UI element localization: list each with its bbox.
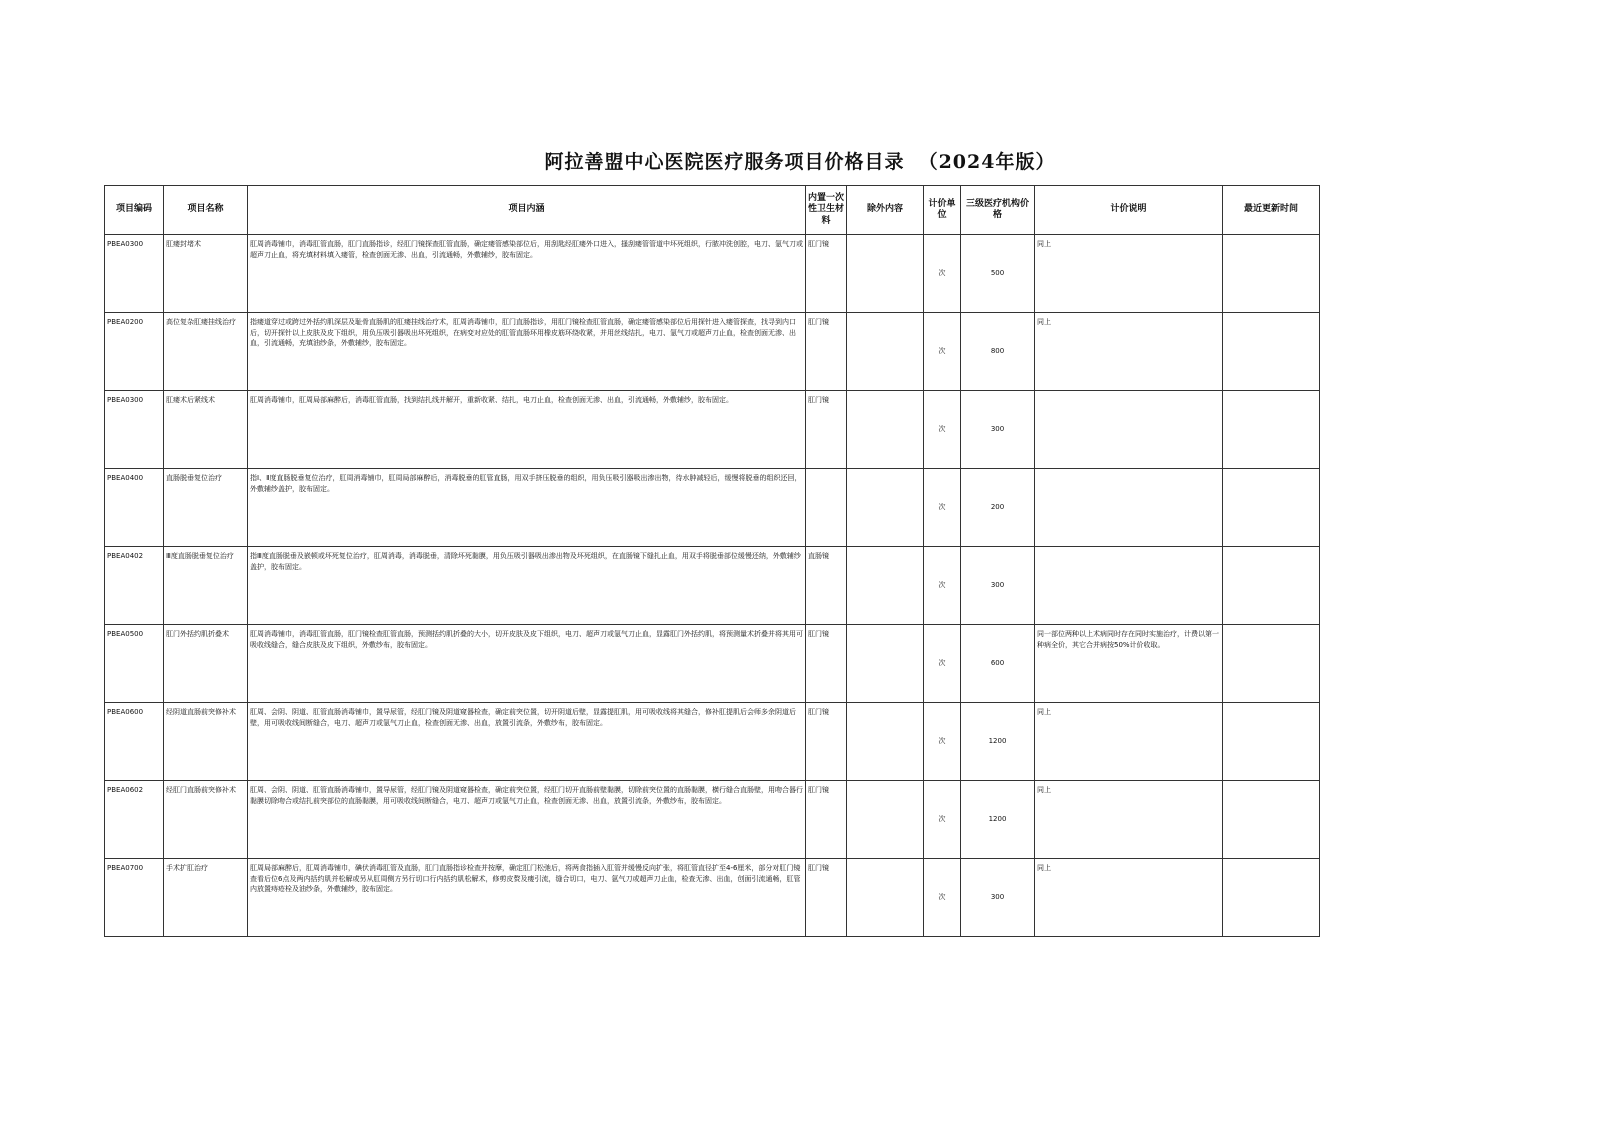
cell-note: 同上	[1035, 703, 1223, 781]
cell-note: 同上	[1035, 781, 1223, 859]
cell-note	[1035, 391, 1223, 469]
cell-updated	[1223, 469, 1320, 547]
cell-price: 200	[961, 469, 1035, 547]
cell-code: PBEA0600	[105, 703, 164, 781]
cell-code: PBEA0400	[105, 469, 164, 547]
cell-price: 300	[961, 547, 1035, 625]
cell-excluded	[847, 703, 924, 781]
cell-price: 300	[961, 859, 1035, 937]
cell-disposable: 直肠镜	[806, 547, 847, 625]
cell-name: Ⅲ度直肠脱垂复位治疗	[164, 547, 248, 625]
cell-disposable: 肛门镜	[806, 391, 847, 469]
cell-excluded	[847, 469, 924, 547]
cell-name: 肛门外括约肌折叠术	[164, 625, 248, 703]
cell-price: 1200	[961, 703, 1035, 781]
cell-name: 高位复杂肛瘘挂线治疗	[164, 313, 248, 391]
header-note: 计价说明	[1035, 186, 1223, 235]
cell-content: 肛周消毒铺巾，消毒肛管直肠，肛门镜检查肛管直肠，预测括约肌折叠的大小，切开皮肤及皮下组织，电刀、超声刀或氩气刀止血，显露肛门外括约肌，将预测量术折叠并将其用可吸收线缝合，缝合皮肤及皮下组织，外敷纱布，胶布固定。	[248, 625, 806, 703]
header-name: 项目名称	[164, 186, 248, 235]
table-row	[105, 625, 1320, 703]
cell-unit: 次	[924, 781, 961, 859]
cell-excluded	[847, 859, 924, 937]
cell-disposable: 肛门镜	[806, 235, 847, 313]
cell-excluded	[847, 781, 924, 859]
cell-code: PBEA0200	[105, 313, 164, 391]
cell-name: 肛瘘封堵术	[164, 235, 248, 313]
cell-price: 1200	[961, 781, 1035, 859]
cell-name: 肛瘘术后紧线术	[164, 391, 248, 469]
cell-name: 经肛门直肠前突修补术	[164, 781, 248, 859]
table-row	[105, 469, 1320, 547]
cell-disposable: 肛门镜	[806, 703, 847, 781]
cell-disposable: 肛门镜	[806, 859, 847, 937]
cell-updated	[1223, 625, 1320, 703]
table-row	[105, 235, 1320, 313]
cell-code: PBEA0700	[105, 859, 164, 937]
table-row	[105, 313, 1320, 391]
cell-price: 800	[961, 313, 1035, 391]
header-content: 项目内涵	[248, 186, 806, 235]
cell-code: PBEA0300	[105, 235, 164, 313]
cell-disposable: 肛门镜	[806, 781, 847, 859]
cell-updated	[1223, 781, 1320, 859]
table-row	[105, 391, 1320, 469]
cell-updated	[1223, 313, 1320, 391]
cell-excluded	[847, 391, 924, 469]
cell-unit: 次	[924, 859, 961, 937]
cell-content: 肛周消毒铺巾，消毒肛管直肠，肛门直肠指诊，经肛门镜探查肛管直肠，确定瘘管感染部位后，用刮匙经肛瘘外口进入，搔刮瘘管管道中坏死组织，行脓冲洗创腔，电刀、氩气刀或超声刀止血，将充填材料填入瘘管，检查创面无渗、出血，引流通畅，外敷辅纱，胶布固定。	[248, 235, 806, 313]
cell-name: 经阴道直肠前突修补术	[164, 703, 248, 781]
table-row	[105, 859, 1320, 937]
cell-excluded	[847, 235, 924, 313]
cell-note	[1035, 469, 1223, 547]
table-row	[105, 781, 1320, 859]
cell-unit: 次	[924, 235, 961, 313]
title-year: （2024年版）	[918, 151, 1056, 173]
header-unit: 计价单位	[924, 186, 961, 235]
cell-content: 指Ⅲ度直肠脱垂及嵌顿或坏死复位治疗，肛周消毒，消毒脱垂，清除坏死黏膜，用负压吸引器吸出渗出物及坏死组织，在直肠镜下缝扎止血，用双手将脱垂部位缓慢还纳，外敷辅纱盖护，胶布固定。	[248, 547, 806, 625]
cell-unit: 次	[924, 703, 961, 781]
cell-disposable: 肛门镜	[806, 625, 847, 703]
cell-content: 指瘘道穿过或跨过外括约肌深层及耻骨直肠肌的肛瘘挂线治疗术，肛周消毒铺巾，肛门直肠指诊，用肛门镜检查肛管直肠，确定瘘管感染部位后用探针进入瘘管探查，找寻到内口后，切开探针以上皮肤及皮下组织，用负压吸引器吸出坏死组织，在病变对应处的肛管直肠环用橡皮筋环绕收紧，并用丝线结扎，电刀、氩气刀或超声刀止血，检查创面无渗、出血，引流通畅，充填油纱条，外敷辅纱，胶布固定。	[248, 313, 806, 391]
header-updated: 最近更新时间	[1223, 186, 1320, 235]
cell-content: 肛周、会阴、阴道、肛管直肠消毒铺巾，置导尿管，经肛门镜及阴道窥器检查，确定前突位置，切开阴道后壁，显露提肛肌，用可吸收线将其缝合，修补肛提肌后会师多余阴道后壁，用可吸收线间断缝合，电刀、超声刀或氩气刀止血，检查创面无渗、出血，放置引流条，外敷纱布，胶布固定。	[248, 703, 806, 781]
cell-updated	[1223, 391, 1320, 469]
table-row	[105, 547, 1320, 625]
cell-content: 肛周消毒铺巾，肛周局部麻醉后，消毒肛管直肠，找到结扎线并解开，重新收紧、结扎，电刀止血，检查创面无渗、出血，引流通畅，外敷辅纱，胶布固定。	[248, 391, 806, 469]
cell-excluded	[847, 313, 924, 391]
cell-code: PBEA0402	[105, 547, 164, 625]
cell-price: 600	[961, 625, 1035, 703]
cell-unit: 次	[924, 547, 961, 625]
cell-note: 同一部位两种以上术病同时存在同时实施治疗，计费以第一种病全价，其它合并病按50%计价收取。	[1035, 625, 1223, 703]
cell-content: 指Ⅰ、Ⅱ度直肠脱垂复位治疗，肛周消毒铺巾，肛周局部麻醉后，消毒脱垂的肛管直肠，用双手挤压脱垂的组织，用负压吸引器吸出渗出物，待水肿减轻后，缓慢将脱垂的组织还回，外敷辅纱盖护，胶布固定。	[248, 469, 806, 547]
cell-code: PBEA0602	[105, 781, 164, 859]
table-row	[105, 703, 1320, 781]
cell-note	[1035, 547, 1223, 625]
header-excluded: 除外内容	[847, 186, 924, 235]
header-disposable: 内置一次性卫生材料	[806, 186, 847, 235]
cell-unit: 次	[924, 391, 961, 469]
price-table	[104, 185, 1320, 937]
cell-updated	[1223, 235, 1320, 313]
cell-disposable	[806, 469, 847, 547]
cell-code: PBEA0500	[105, 625, 164, 703]
cell-updated	[1223, 703, 1320, 781]
cell-disposable: 肛门镜	[806, 313, 847, 391]
cell-note: 同上	[1035, 859, 1223, 937]
cell-content: 肛周局部麻醉后，肛周消毒铺巾，碘伏消毒肛管及直肠，肛门直肠指诊检查并按摩，确定肛门松弛后，将两食指插入肛管并缓慢反向扩张，将肛管直径扩至4-6厘米，部分对肛门镜查看后位6点及两内括约肌并松解或另从肛周侧方另行切口行内括约肌松解术，修剪皮赘及瘘引流，缝合切口，电刀、氩气刀或超声刀止血，检查无渗、出血，创面引流通畅，肛管内放置痔疮栓及油纱条，外敷辅纱，胶布固定。	[248, 859, 806, 937]
cell-content: 肛周、会阴、阴道、肛管直肠消毒铺巾，置导尿管，经肛门镜及阴道窥器检查，确定前突位置，经肛门切开直肠前壁黏膜，切除前突位置的直肠黏膜，横行缝合直肠壁，用吻合器行黏膜切除吻合或结扎前突部位的直肠黏膜，用可吸收线间断缝合，电刀、超声刀或氩气刀止血，检查创面无渗、出血，放置引流条，外敷纱布，胶布固定。	[248, 781, 806, 859]
title-text: 阿拉善盟中心医院医疗服务项目价格目录	[544, 151, 905, 173]
cell-updated	[1223, 547, 1320, 625]
cell-excluded	[847, 547, 924, 625]
document-title	[0, 147, 1600, 174]
table-header-row	[105, 186, 1320, 235]
cell-note: 同上	[1035, 313, 1223, 391]
cell-unit: 次	[924, 625, 961, 703]
cell-code: PBEA0300	[105, 391, 164, 469]
cell-note: 同上	[1035, 235, 1223, 313]
header-price: 三级医疗机构价格	[961, 186, 1035, 235]
cell-updated	[1223, 859, 1320, 937]
cell-price: 300	[961, 391, 1035, 469]
cell-excluded	[847, 625, 924, 703]
cell-name: 手术扩肛治疗	[164, 859, 248, 937]
cell-price: 500	[961, 235, 1035, 313]
cell-name: 直肠脱垂复位治疗	[164, 469, 248, 547]
cell-unit: 次	[924, 313, 961, 391]
cell-unit: 次	[924, 469, 961, 547]
header-code: 项目编码	[105, 186, 164, 235]
